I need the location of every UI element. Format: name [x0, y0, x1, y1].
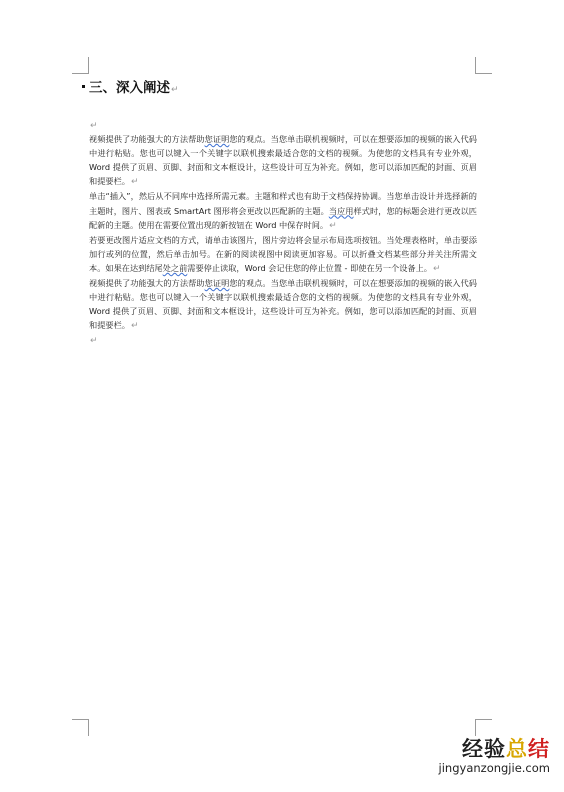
paragraph-text: 需要停止读取，Word 会记住您的停止位置 - 即使在另一个设备上。	[187, 262, 432, 273]
document-body[interactable]	[89, 118, 477, 348]
paragraph-text: 单击“插入”，然后从不同库中选择所需元素。主题和样式也有助于文档保持协调。当您单击设计并选择新的主题时，图片、图表或 SmartArt 图形将会更改以匹配新的主题。	[89, 191, 477, 216]
paragraph-text: 视频提供了功能强大的方法帮助	[89, 278, 205, 289]
paragraph-text: 您的观点。当您单击联机视频时，可以在想要添加的视频的嵌入代码中进行粘贴。您也可以键入一个关键字以联机搜索最适合您的文档的视频。为使您的文档具有专业外观，Word 提供了页眉、页脚、封面和文本框设计，这些设计可互为补充。例如，您可以添加匹配的封面、页眉和提要栏。	[89, 134, 477, 187]
body-paragraph-2[interactable]	[89, 189, 477, 232]
paragraph-text: 视频提供了功能强大的方法帮助	[89, 134, 205, 145]
paragraph-text: 您的观点。当您单击联机视频时，可以在想要添加的视频的嵌入代码中进行粘贴。您也可以键入一个关键字以联机搜索最适合您的文档的视频。为使您的文档具有专业外观，Word 提供了页眉、页脚、封面和文本框设计，这些设计可互为补充。例如，您可以添加匹配的封面、页眉和提要栏。	[89, 278, 477, 331]
body-paragraph-3[interactable]	[89, 233, 477, 276]
paragraph-mark-icon: ↵	[130, 321, 139, 332]
section-heading[interactable]	[82, 76, 179, 96]
empty-paragraph	[89, 333, 477, 347]
corner-mark-bottom-right	[475, 719, 492, 736]
paragraph-mark-icon: ↵	[171, 85, 179, 95]
body-paragraph-1[interactable]	[89, 132, 477, 189]
corner-mark-top-right	[475, 57, 492, 74]
paragraph-mark-icon: ↵	[90, 121, 98, 131]
heading-text: 三、深入阐述	[89, 80, 170, 96]
watermark-url: jingyanzongjie.com	[438, 761, 550, 775]
spellcheck-flagged-text[interactable]: 您证明	[204, 134, 230, 145]
paragraph-text: 若要更改图片适应文档的方式，请单击该图片，图片旁边将会显示布局选项按钮。当处理表格时，单击要添加行或列的位置，然后单击加号。在新的阅读视图中阅读更加容易。可以折叠文档某些部分并关注所需文本。如果在达到结尾	[89, 234, 477, 273]
corner-mark-top-left	[72, 57, 89, 74]
paragraph-mark-icon: ↵	[329, 220, 337, 231]
spellcheck-flagged-text[interactable]: 处之前	[162, 262, 188, 273]
empty-paragraph	[89, 118, 477, 132]
spellcheck-flagged-text[interactable]: 当应用	[328, 205, 354, 216]
spellcheck-flagged-text[interactable]: 您证明	[204, 278, 230, 289]
heading-bullet-icon	[82, 85, 85, 88]
paragraph-mark-icon: ↵	[130, 177, 139, 188]
watermark-logo: 经验总结	[462, 736, 550, 761]
paragraph-text: 样式时，您的标题会进行更改以匹配新的主题。使用在需要位置出现的新按钮在 Word 中保存时间。	[89, 205, 477, 230]
corner-mark-bottom-left	[72, 719, 89, 736]
paragraph-mark-icon: ↵	[432, 263, 441, 274]
body-paragraph-4[interactable]	[89, 276, 477, 333]
paragraph-mark-icon: ↵	[90, 336, 98, 347]
site-watermark	[439, 737, 550, 775]
